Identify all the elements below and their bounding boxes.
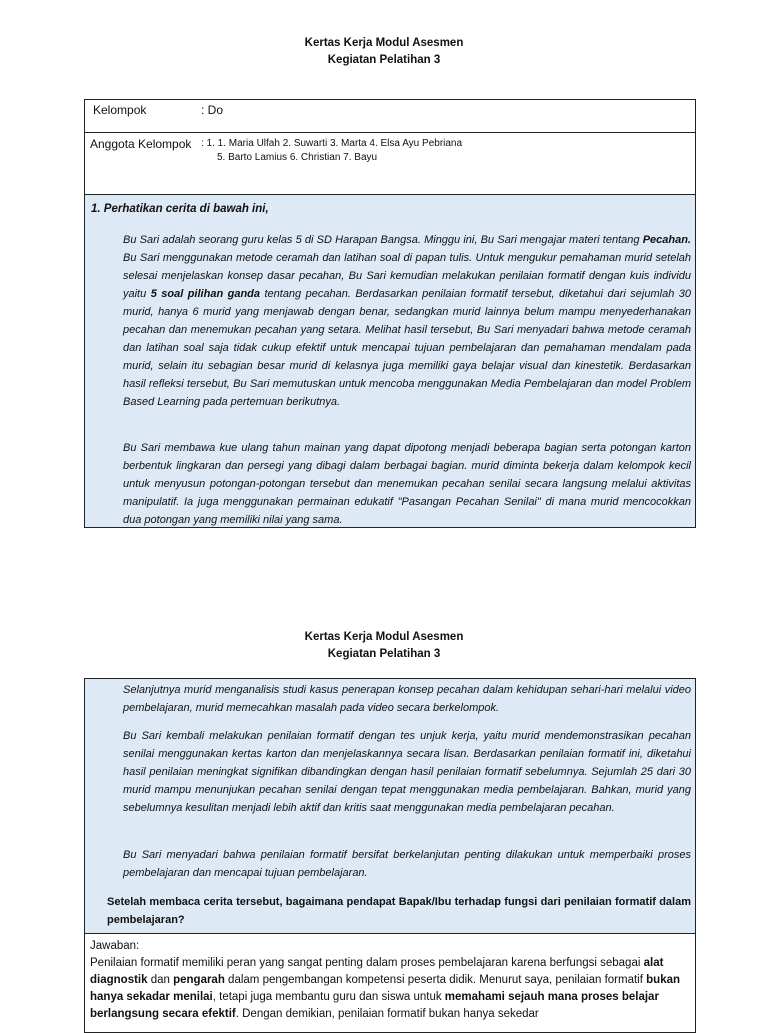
document-subtitle-page2: Kegiatan Pelatihan 3	[327, 648, 441, 660]
anggota-members-line1: : 1. 1. Maria Ulfah 2. Suwarti 3. Marta 4. Elsa Ayu Pebriana	[201, 138, 463, 149]
kelompok-label: Kelompok	[93, 103, 147, 117]
answer-section	[84, 933, 696, 1033]
anggota-row	[84, 132, 696, 195]
kelompok-value: : Do	[201, 103, 224, 117]
kelompok-row	[84, 99, 696, 133]
story-paragraph-5: Bu Sari menyadari bahwa penilaian formatif bersifat berkelanjutan penting dilakukan untuk memperbaiki proses pembelajaran dan mencapai tujuan pembelajaran.	[123, 849, 691, 879]
story-paragraph-4: Bu Sari kembali melakukan penilaian formatif dengan tes unjuk kerja, yaitu murid mendemonstrasikan pecahan senilai menggunakan kertas karton dan menjelaskannya secara lisan. Berdasarkan penilaian formatif ini, diketahui hasil penilaian meningkat signifikan dibandingkan dengan hasil penilaian formatif sebelumnya. Sejumlah 25 dari 30 murid mampu menunjukan pecahan senilai dengan tepat menggunakan media pembelajaran. Bahkan, murid yang sebelumnya kesulitan menjadi lebih aktif dan kritis saat menggunakan media pembelajaran pecahan.	[123, 730, 691, 814]
document-title: Kertas Kerja Modul Asesmen	[304, 37, 464, 49]
question-heading: 1. Perhatikan cerita di bawah ini,	[91, 203, 269, 215]
story-paragraph-1: Bu Sari adalah seorang guru kelas 5 di SD Harapan Bangsa. Minggu ini, Bu Sari mengajar materi tentang Pecahan. Bu Sari menggunakan metode ceramah dan latihan soal di papan tulis. Untuk mengukur pemahaman murid setelah selesai menjelaskan konsep dasar pecahan, Bu Sari kemudian melakukan penilaian formatif dengan kuis individu yaitu 5 soal pilihan ganda tentang pecahan. Berdasarkan penilaian formatif tersebut, diketahui dari sejumlah 30 murid, hanya 6 murid yang menjawab dengan benar, sedangkan murid lainnya belum mampu menyederhanakan pecahan dan menemukan pecahan yang setara. Melihat hasil tersebut, Bu Sari menyadari bahwa metode ceramah dan latihan soal saja tidak cukup efektif untuk mencapai tujuan pembelajaran dan pemahaman mendalam pada murid, selain itu sebagian besar murid di kelasnya juga memiliki gaya belajar visual dan kinestetik. Berdasarkan hasil refleksi tersebut, Bu Sari memutuskan untuk mencoba menggunakan Media Pembelajaran dan model Problem Based Learning pada pertemuan berikutnya.	[123, 234, 691, 408]
question-prompt: Setelah membaca cerita tersebut, bagaimana pendapat Bapak/Ibu terhadap fungsi dari penilaian formatif dalam pembelajaran?	[107, 896, 691, 926]
anggota-members-line2: 5. Barto Lamius 6. Christian 7. Bayu	[217, 152, 378, 163]
document-title-page2: Kertas Kerja Modul Asesmen	[304, 631, 464, 643]
anggota-label: Anggota Kelompok	[90, 137, 192, 151]
story-section-continued	[84, 678, 696, 934]
answer-text: Jawaban: Penilaian formatif memiliki peran yang sangat penting dalam proses pembelajaran karena berfungsi sebagai alat diagnostik dan pengarah dalam pengembangan kompetensi peserta didik. Menurut saya, penilaian formatif bukan hanya sekadar menilai, tetapi juga membantu guru dan siswa untuk memahami sejauh mana proses belajar berlangsung secara efektif. Dengan demikian, penilaian formatif bukan hanya sekedar	[90, 940, 681, 1020]
document-subtitle: Kegiatan Pelatihan 3	[327, 54, 441, 66]
story-paragraph-3: Selanjutnya murid menganalisis studi kasus penerapan konsep pecahan dalam kehidupan sehari-hari melalui video pembelajaran, murid memecahkan masalah pada video secara berkelompok.	[123, 684, 691, 714]
story-section	[84, 194, 696, 528]
story-paragraph-2: Bu Sari membawa kue ulang tahun mainan yang dapat dipotong menjadi beberapa bagian serta potongan karton berbentuk lingkaran dan persegi yang dibagi dalam berbagai bagian. murid diminta bekerja dalam kelompok kecil untuk menyusun potongan-potongan tersebut dan menemukan pecahan senilai secara langsung melalui aktivitas manipulatif. Ia juga menggunakan permainan edukatif "Pasangan Pecahan Senilai" di mana murid mencocokkan dua potongan yang memiliki nilai yang sama.	[123, 442, 691, 526]
answer-label: Jawaban:	[90, 940, 140, 952]
